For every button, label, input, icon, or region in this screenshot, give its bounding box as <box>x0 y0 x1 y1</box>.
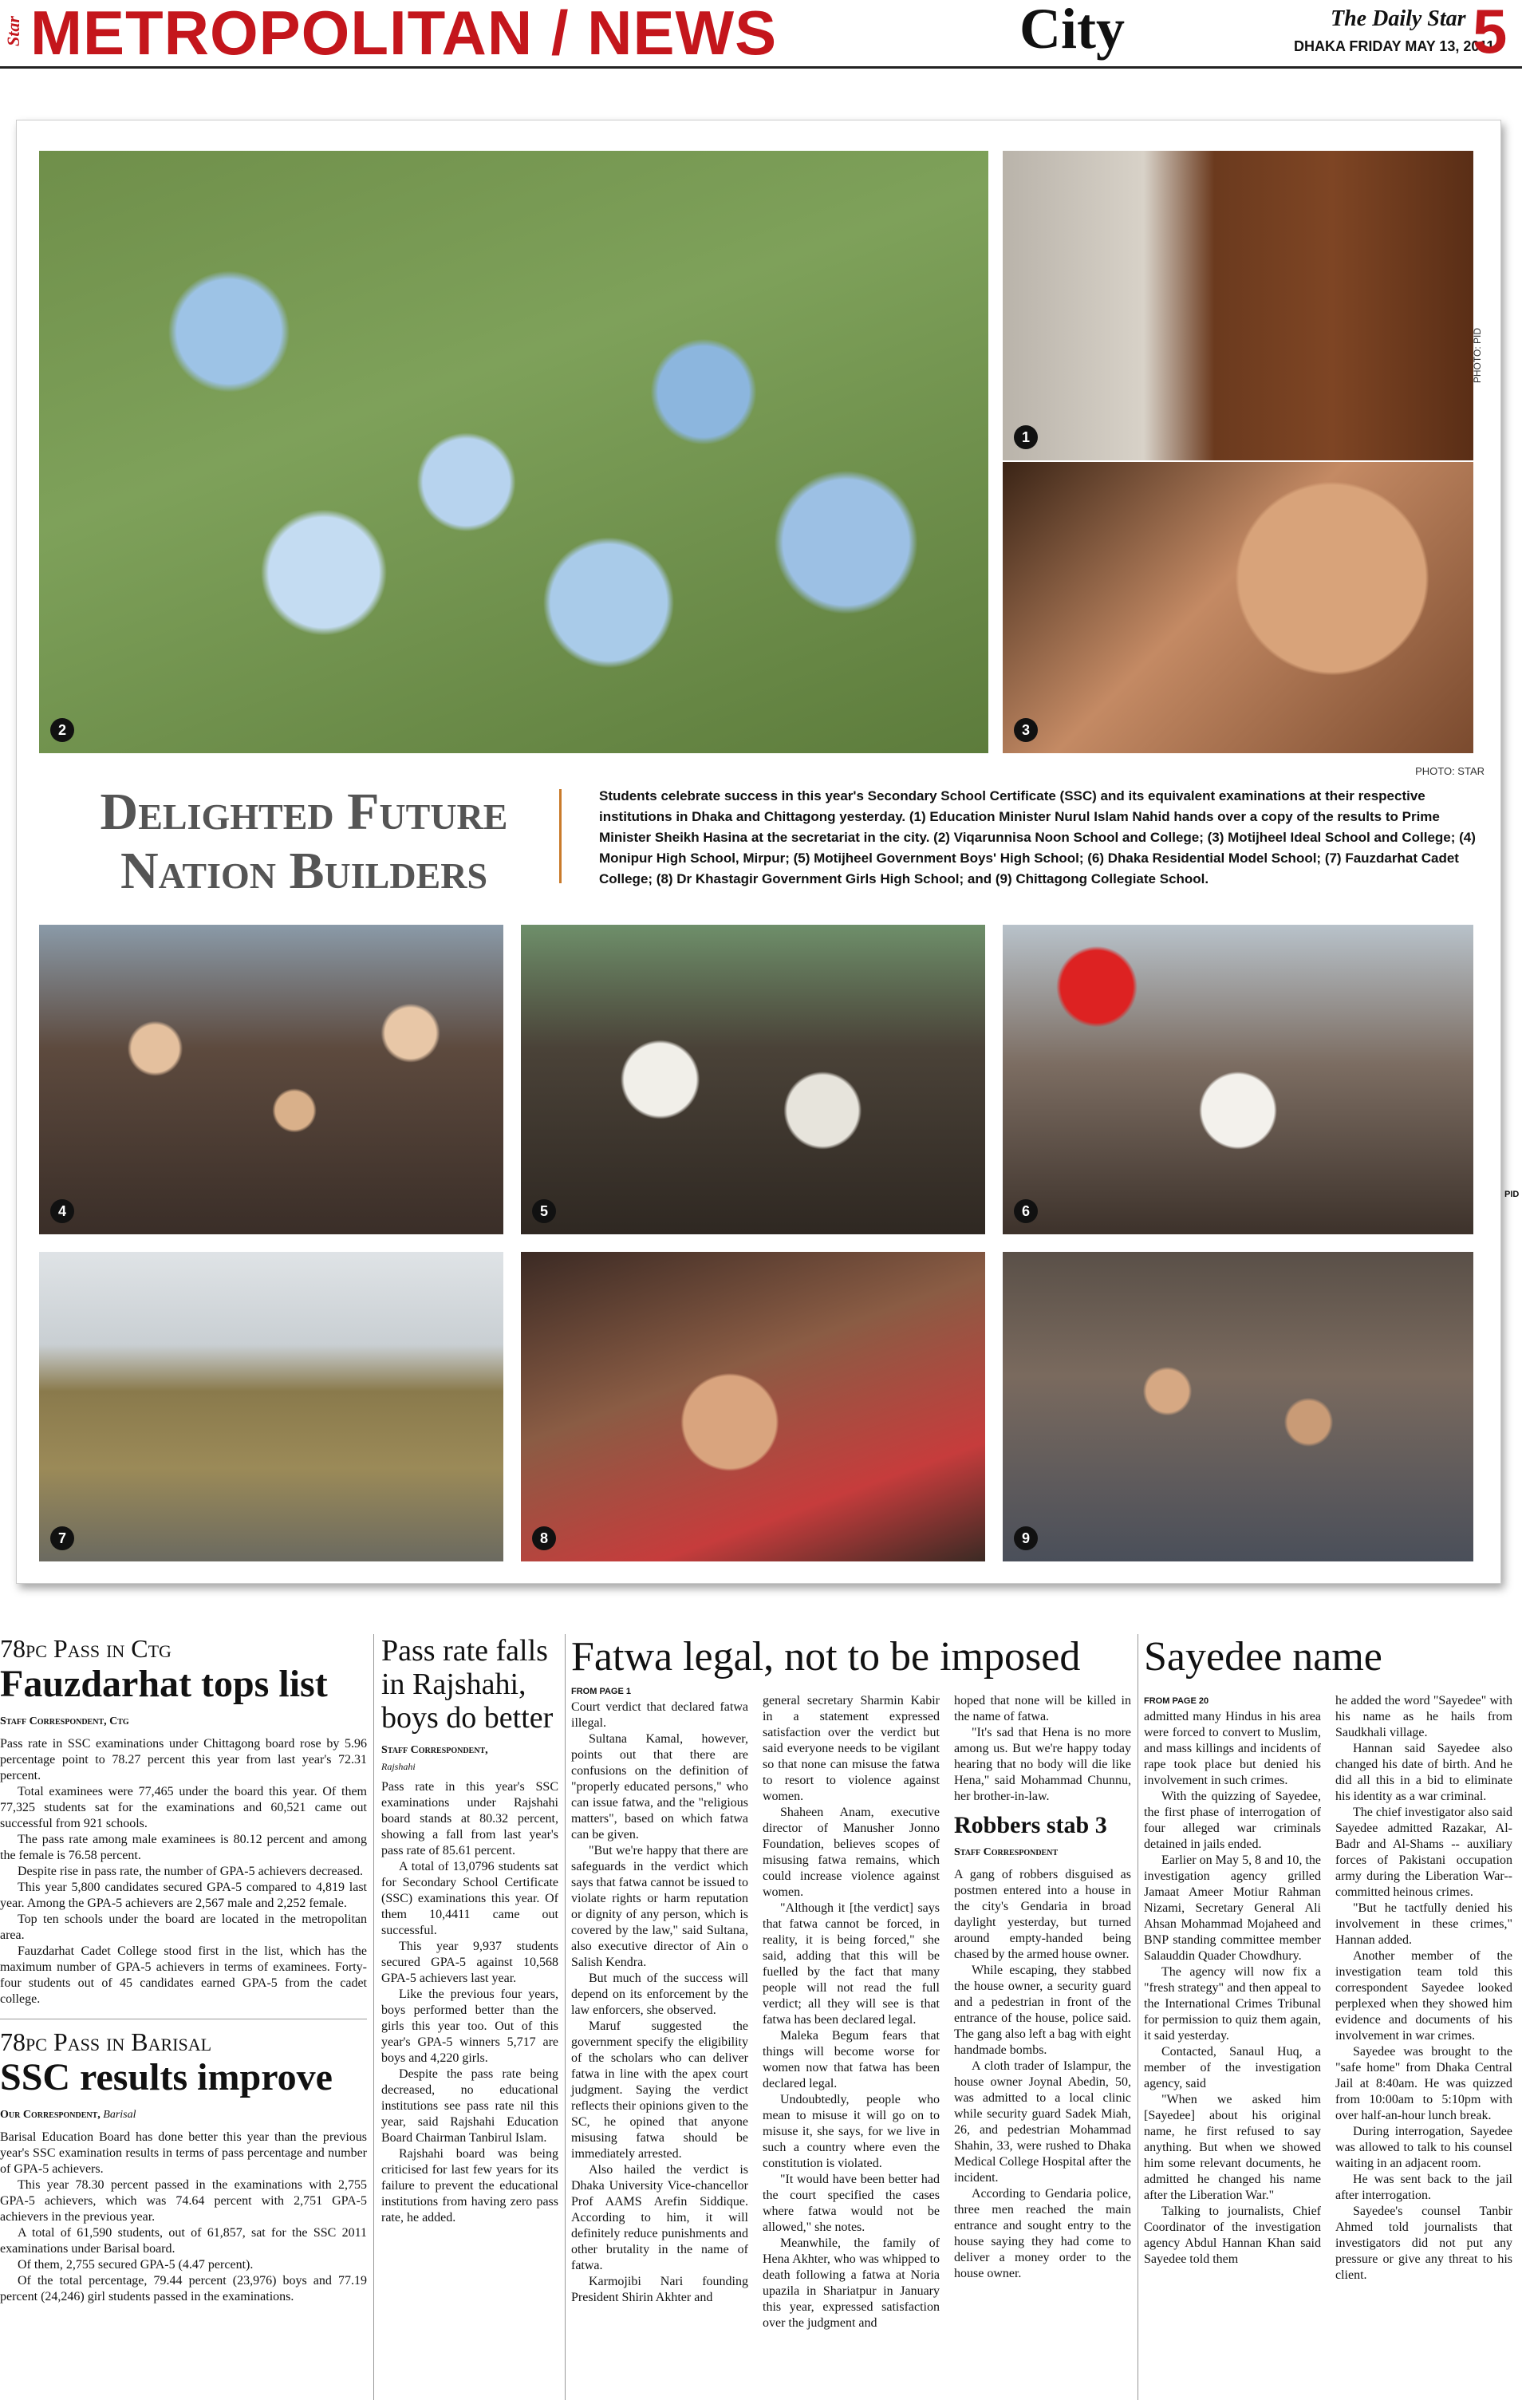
spread-headline <box>57 783 551 901</box>
ctg-paragraph: Pass rate in SSC examinations under Chittagong board rose by 5.96 percentage point to 78.27 percent this year from last year's 72.31 percent. <box>0 1737 367 1782</box>
robbers-paragraph: While escaping, they stabbed the house owner, a security guard and a pedestrian in front of the entrance of the house, police said. The gang also left a bag with eight handmade bombs. <box>954 1964 1131 2057</box>
photo-number-badge: 9 <box>1014 1526 1038 1550</box>
fatwa-paragraph: Undoubtedly, people who mean to misuse it will go on to misuse it, she says, for we live in such a country where even the constitution is violated. <box>763 2093 940 2170</box>
fatwa-paragraph: "Although it [the verdict] says that fatwa cannot be forced, in reality, it is being forced," she said, adding that this will be fuelled by the fact that many people will not read the full verdict; all they will see is that fatwa has been declared legal. <box>763 1901 940 2027</box>
sayedee-paragraph: he added the word "Sayedee" with his name as he hails from Saudkhali village. <box>1335 1694 1512 1739</box>
rajshahi-dateline: Rajshahi <box>381 1761 416 1772</box>
sayedee-paragraph: "When we asked him [Sayedee] about his original name, he first refused to say anything. But when we showed him some relevant documents, he admitted he changed his name after the Liberation War." <box>1144 2093 1321 2202</box>
fatwa-paragraph: Also hailed the verdict is Dhaka University Vice-chancellor Prof AAMS Arefin Siddique. According to him, it will definitely reduce punishments and other brutality in the name of fatwa. <box>571 2163 748 2272</box>
masthead <box>0 0 1522 69</box>
robbers-paragraph: A gang of robbers disguised as postmen entered into a house in the city's Gendaria in broad daylight yesterday, but turned around empty-handed being chased by the armed house owner. <box>954 1868 1131 1961</box>
fatwa-paragraph: Sultana Kamal, however, points out that there are confusions on the definition of "properly educated persons," who can issue fatwa, and the "religious matters", based on which fatwa can be given. <box>571 1732 748 1842</box>
photo-number-badge: 3 <box>1014 718 1038 742</box>
fatwa-body-2 <box>763 1693 940 2331</box>
photo-3 <box>1003 462 1473 753</box>
photo-6 <box>1003 925 1473 1234</box>
sayedee-paragraph: "But he tactfully denied his involvement in these crimes," Hannan added. <box>1335 1901 1512 1947</box>
ctg-kicker: 78pc Pass in Ctg <box>0 1634 172 1663</box>
article-fatwa <box>571 1634 1131 1680</box>
sayedee-paragraph: The chief investigator also said Sayedee admitted Razakar, Al-Badr and Al-Shams -- auxiliary forces of Pakistani occupation army during the Liberation War--committed heinous crimes. <box>1335 1806 1512 1899</box>
sayedee-paragraph: admitted many Hindus in his area were forced to convert to Muslim, and mass killings and incidents of rape took place but denied his involvement in such crimes. <box>1144 1710 1321 1787</box>
photo-5 <box>521 925 985 1234</box>
photo-number-badge: 5 <box>532 1199 556 1223</box>
robbers-paragraph: According to Gendaria police, three men reached the main entrance and sought entry to the house saying they had come to deliver a money order to the house owner. <box>954 2187 1131 2280</box>
column-robbers <box>954 1693 1131 2282</box>
ctg-paragraph: This year 5,800 candidates secured GPA-5 compared to 4,819 last year. Among the GPA-5 achievers are 2,567 male and 2,252 female. <box>0 1881 367 1910</box>
barisal-paragraph: This year 78.30 percent passed in the examinations with 2,755 GPA-5 achievers, which was 74.64 percent with 2,751 GPA-5 achievers in the previous year. <box>0 2178 367 2224</box>
barisal-byline <box>0 2107 367 2123</box>
fatwa-paragraph: "But we're happy that there are safeguards in the verdict which says that fatwa cannot be issued to violate rights or harm reputation or dignity of any person, which is covered by the law," said Sultana, also executive director of Ain o Salish Kendra. <box>571 1844 748 1969</box>
photo-1 <box>1003 151 1473 460</box>
fatwa-column-2 <box>763 1693 940 2331</box>
rajshahi-paragraph: This year 9,937 students secured GPA-5 against 10,568 GPA-5 achievers last year. <box>381 1940 558 1985</box>
fatwa-body-1 <box>571 1699 748 2306</box>
barisal-kicker: 78pc Pass in Barisal <box>0 2027 212 2056</box>
photo-number-badge: 2 <box>50 718 74 742</box>
photo-credit-star: PHOTO: STAR <box>1415 765 1485 777</box>
ctg-paragraph: Fauzdarhat Cadet College stood first in the list, which has the maximum number of GPA-5 achievers in terms of examinees. Forty-four students out of 45 candidates earned GPA-5 from the cadet college. <box>0 1944 367 2006</box>
barisal-byline-place: Barisal <box>103 2109 136 2121</box>
fatwa-paragraph: Court verdict that declared fatwa illegal. <box>571 1700 748 1730</box>
barisal-paragraph: A total of 61,590 students, out of 61,857, sat for the SSC 2011 examinations under Barisal board. <box>0 2226 367 2256</box>
rajshahi-body <box>381 1779 558 2226</box>
barisal-paragraph: Barisal Education Board has done better this year than the previous year's SSC examination results in terms of pass percentage and number of GPA-5 achievers. <box>0 2130 367 2176</box>
fatwa-headline: Fatwa legal, not to be imposed <box>571 1634 1081 1680</box>
photo-8 <box>521 1252 985 1561</box>
column-ctg-barisal <box>0 1634 367 2305</box>
sayedee-paragraph: During interrogation, Sayedee was allowed to talk to his counsel waiting in an adjacent room. <box>1335 2125 1512 2170</box>
sayedee-paragraph: Hannan said Sayedee also changed his date of birth. And he did all this in a bid to eliminate his identity as a war criminal. <box>1335 1742 1512 1803</box>
fatwa-paragraph: Meanwhile, the family of Hena Akhter, who was whipped to death following a fatwa at Noria upazila in Shariatpur in January this year, expressed satisfaction over the judgment and <box>763 2236 940 2330</box>
sayedee-headline: Sayedee name <box>1144 1634 1382 1680</box>
rajshahi-paragraph: Despite the pass rate being decreased, no educational institutions see pass rate nil this year, said Rajshahi Education Board Chairman Tanbirul Islam. <box>381 2067 558 2145</box>
sayedee-paragraph: He was sent back to the jail after interrogation. <box>1335 2173 1512 2202</box>
rajshahi-headline: Pass rate falls in Rajshahi, boys do better <box>381 1634 554 1735</box>
photo-number-badge: 7 <box>50 1526 74 1550</box>
sayedee-column-2 <box>1335 1693 1512 2284</box>
sayedee-paragraph: Contacted, Sanaul Huq, a member of the investigation agency, said <box>1144 2045 1321 2090</box>
sayedee-paragraph: With the quizzing of Sayedee, the first phase of interrogation of four alleged war criminals detained in jails ended. <box>1144 1790 1321 1851</box>
photo-credit-pid: PHOTO: PID <box>1472 328 1483 384</box>
fatwa-paragraph: Maruf suggested the government specify the eligibility of the scholars who can deliver fatwa in line with the apex court judgment. Saying the verdict reflects their opinions given to the SC, he opined that anyone misusing fatwa should be immediately arrested. <box>571 2019 748 2161</box>
page-number: 5 <box>1473 0 1508 66</box>
barisal-paragraph: Of them, 2,755 secured GPA-5 (4.47 percent). <box>18 2258 254 2272</box>
robbers-byline: Staff Correspondent <box>954 1846 1059 1858</box>
sayedee-paragraph: Talking to journalists, Chief Coordinator of the investigation agency Abdul Hannan Khan said Sayedee told them <box>1144 2205 1321 2266</box>
ctg-headline: Fauzdarhat tops list <box>0 1663 328 1705</box>
sayedee-paragraph: Sayedee's counsel Tanbir Ahmed told journalists that investigators did not put any pressure or give any threat to his client. <box>1335 2205 1512 2282</box>
fatwa-column-1 <box>571 1684 748 2306</box>
article-sayedee <box>1144 1634 1522 1680</box>
barisal-byline-name: Our Correspondent, <box>0 2109 101 2121</box>
fatwa-paragraph: "It's sad that Hena is no more among us. But we're happy today hearing that no body will die like Hena," said Mohammad Chunnu, her brother-in-law. <box>954 1726 1131 1803</box>
spread-headline-line2: Nation Builders <box>120 842 488 900</box>
side-photo-credit: PID <box>1504 1190 1520 1199</box>
newspaper-name: The Daily Star <box>1331 6 1466 31</box>
rajshahi-paragraph: Rajshahi board was being criticised for last few years for its failure to prevent the educational institutions from having zero pass rate, he added. <box>381 2147 558 2224</box>
ctg-body <box>0 1736 367 2007</box>
photo-number-badge: 6 <box>1014 1199 1038 1223</box>
sayedee-from-page: FROM PAGE 20 <box>1144 1696 1209 1706</box>
section-title: METROPOLITAN / NEWS <box>30 0 778 68</box>
ctg-paragraph: Top ten schools under the board are located in the metropolitan area. <box>0 1913 367 1942</box>
photo-spread <box>16 120 1501 1584</box>
robbers-headline: Robbers stab 3 <box>954 1812 1107 1838</box>
sayedee-body-2 <box>1335 1693 1512 2284</box>
spread-headline-line1: Delighted Future <box>100 783 508 841</box>
column-rule <box>373 1634 374 2400</box>
photo-9 <box>1003 1252 1473 1561</box>
ctg-paragraph: Total examinees were 77,465 under the board this year. Of them 77,325 students sat for the examinations and 60,521 came out successful from 921 schools. <box>0 1785 367 1830</box>
photo-number-badge: 4 <box>50 1199 74 1223</box>
column-rule <box>565 1634 566 2400</box>
photo-2 <box>39 151 988 753</box>
fatwa-paragraph: But much of the success will depend on its enforcement by the law enforcers, she observed. <box>571 1972 748 2017</box>
column-rajshahi <box>381 1634 558 2226</box>
barisal-paragraph: Of the total percentage, 79.44 percent (23,976) boys and 77.19 percent (24,246) girl students passed in the examinations. <box>0 2274 367 2303</box>
rajshahi-paragraph: Pass rate in this year's SSC examinations under Rajshahi board stands at 80.32 percent, showing a fall from last year's pass rate of 85.61 percent. <box>381 1780 558 1857</box>
sayedee-paragraph: Another member of the investigation team told this correspondent Sayedee looked perplexed when they showed him evidence and documents of his involvement in war crimes. <box>1335 1949 1512 2043</box>
ctg-byline: Staff Correspondent, Ctg <box>0 1715 129 1727</box>
photo-number-badge: 1 <box>1014 425 1038 449</box>
fatwa-from-page: FROM PAGE 1 <box>571 1687 631 1696</box>
rajshahi-byline: Staff Correspondent, <box>381 1744 488 1756</box>
fatwa-paragraph: hoped that none will be killed in the name of fatwa. <box>954 1694 1131 1723</box>
sayedee-paragraph: The agency will now fix a "fresh strategy" and then appeal to the International Crimes Tribunal for permission to quiz them again, it said yesterday. <box>1144 1965 1321 2043</box>
spread-caption: Students celebrate success in this year's Secondary School Certificate (SSC) and its equivalent examinations at their respective institutions in Dhaka and Chittagong yesterday. (1) Education Minister Nurul Islam Nahid hands over a copy of the results to Prime Minister Sheikh Hasina at the secretariat in the city. (2) Viqarunnisa Noon School and College; (3) Motijheel Ideal School and College; (4) Monipur High School, Mirpur; (5) Motijheel Government Boys' High School; (6) Dhaka Residential Model School; (7) Fauzdarhat Cadet College; (8) Dr Khastagir Government Girls High School; and (9) Chittagong Collegiate School. <box>599 788 1476 886</box>
ctg-paragraph: Despite rise in pass rate, the number of GPA-5 achievers decreased. <box>18 1865 364 1878</box>
rajshahi-paragraph: A total of 13,0796 students sat for Secondary School Certificate (SSC) examinations this year. Of them 10,4411 came out successful. <box>381 1860 558 1937</box>
star-logo-small: Star <box>3 16 23 46</box>
fatwa-paragraph: "It would have been better had the court specified the cases where fatwa would not be allowed," she notes. <box>763 2173 940 2234</box>
robbers-body <box>954 1867 1131 2282</box>
fatwa-paragraph: Karmojibi Nari founding President Shirin Akhter and <box>571 2275 748 2304</box>
fatwa-paragraph: Shaheen Anam, executive director of Manusher Jonno Foundation, believes scopes of misusing fatwa remains, which could increase violence against women. <box>763 1806 940 1899</box>
sayedee-body-1 <box>1144 1709 1321 2268</box>
issue-date: DHAKA FRIDAY MAY 13, 2011 <box>1294 38 1495 54</box>
sayedee-paragraph: Sayedee was brought to the "safe home" from Dhaka Central Jail at 8:40am. He was quizzed from 10:00am to 5:10pm with over half-an-hour lunch break. <box>1335 2045 1512 2122</box>
robbers-paragraph: A cloth trader of Islampur, the house owner Joynal Abedin, 50, was admitted to a local clinic while security guard Sadek Miah, 26, and pedestrian Mohammad Shahin, 33, were rushed to Dhaka Medical College Hospital after the incident. <box>954 2059 1131 2185</box>
sayedee-column-1 <box>1144 1693 1321 2268</box>
rajshahi-paragraph: Like the previous four years, boys performed better than the girls this year too. Out of this year's GPA-5 winners 5,717 are boys and 4,220 girls. <box>381 1988 558 2065</box>
fatwa-continuation <box>954 1693 1131 1805</box>
fatwa-paragraph: general secretary Sharmin Kabir in a statement expressed satisfaction over the verdict but said everyone needs to be vigilant so that none can misuse the fatwa to resort to violence against women. <box>763 1694 940 1803</box>
barisal-headline: SSC results improve <box>0 2056 333 2098</box>
sayedee-paragraph: Earlier on May 5, 8 and 10, the investigation agency grilled Jamaat Ameer Motiur Rahman Nizami, Secretary General Ali Ahsan Mohammad Mojaheed and BNP standing committee member Salauddin Quader Chowdhury. <box>1144 1853 1321 1963</box>
photo-7 <box>39 1252 503 1561</box>
ctg-paragraph: The pass rate among male examinees is 80.12 percent and among the female is 76.58 percent. <box>0 1833 367 1862</box>
headline-divider <box>559 789 562 883</box>
city-label: City <box>1019 0 1125 61</box>
fatwa-paragraph: Maleka Begum fears that things will become worse for women now that fatwa has been declared legal. <box>763 2029 940 2090</box>
photo-4 <box>39 925 503 1234</box>
photo-number-badge: 8 <box>532 1526 556 1550</box>
barisal-body <box>0 2130 367 2305</box>
